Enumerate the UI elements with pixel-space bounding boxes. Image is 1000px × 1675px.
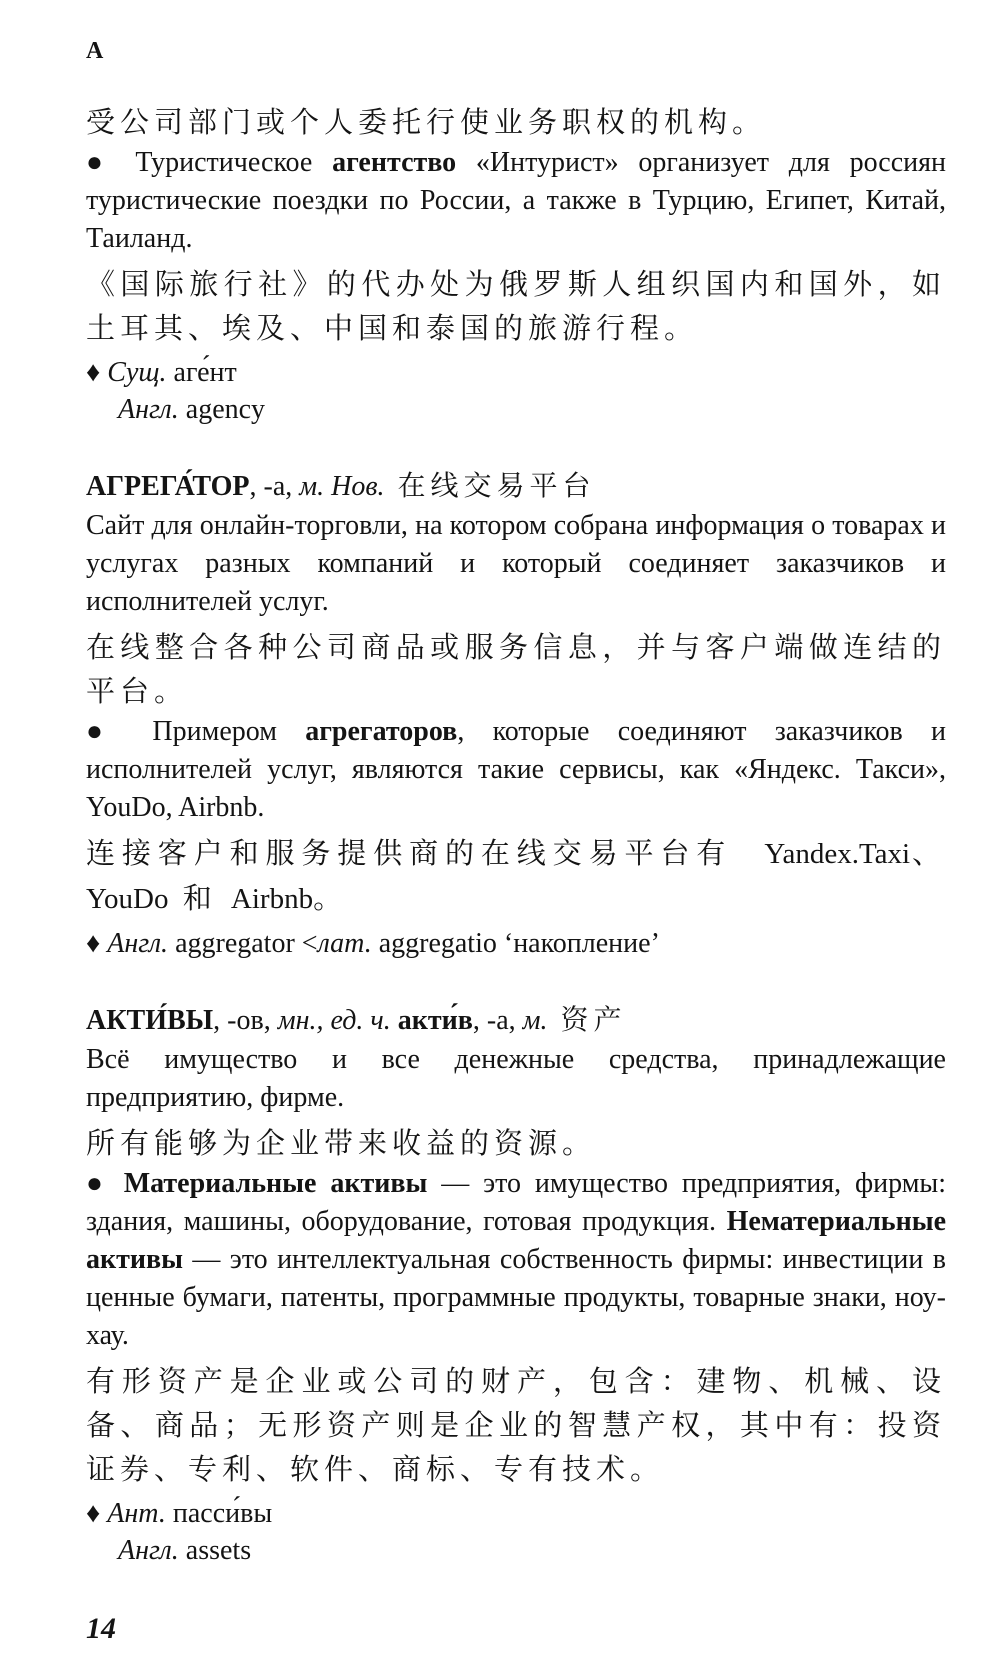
entry-headline: АГРЕГА́ТОР, -а, м. Нов. 在线交易平台 xyxy=(86,469,596,502)
bullet-icon: ● xyxy=(86,147,116,178)
usage-tag: Нов. xyxy=(331,471,385,502)
example-keyword: агрегаторов xyxy=(305,716,458,747)
example-zh: 有形资产是企业或公司的财产，包含：建物、机械、设备、商品；无形资产则是企业的智慧产权，其中有：投资证券、专利、软件、商标、专有技术。 xyxy=(86,1364,946,1486)
zh-term: 资产 xyxy=(560,1003,627,1036)
section-letter: А xyxy=(86,38,104,64)
example-ru: ● Примером агрегаторов, которые соединяют заказчиков и исполнителей услуг, являются такие сервисы, как «Яндекс. Такси», YouDo, Airbnb. xyxy=(86,716,946,823)
bullet-icon: ● xyxy=(86,716,125,747)
note-line: Англ. agency xyxy=(118,394,266,425)
entry-assets xyxy=(86,1000,946,1569)
definition-ru: Сайт для онлайн-торговли, на котором собрана информация о товарах и услугах разных компаний и который соединяет заказчиков и исполнителей услуг. xyxy=(86,510,946,617)
example-ru: ● Материальные активы — это имущество предприятия, фирмы: здания, машины, оборудование, готовая продукция. Нематериальные активы — это интеллектуальная собственность фирмы: инвестиции в ценные бумаги, патенты, программные продукты, товарные знаки, ноу-хау. xyxy=(86,1168,947,1351)
example-keyword: Материальные активы xyxy=(123,1168,428,1199)
note-line: ♦ Ант. пасси́вы xyxy=(86,1498,273,1529)
example-keyword: Нематериальные активы xyxy=(86,1206,947,1275)
definition-ru: Всё имущество и все денежные средства, принадлежащие предприятию, фирме. xyxy=(86,1044,946,1113)
definition-zh: 所有能够为企业带来收益的资源。 xyxy=(86,1126,597,1160)
bullet-icon: ● xyxy=(86,1168,110,1199)
example-zh: 连接客户和服务提供商的在线交易平台有 Yandex.Taxi、YouDo 和 Airbnb。 xyxy=(86,836,946,915)
headword: АКТИ́ВЫ xyxy=(86,1005,214,1036)
example-keyword: агентство xyxy=(332,147,457,178)
diamond-icon: ♦ xyxy=(86,928,101,959)
note-line: ♦ Сущ. аге́нт xyxy=(86,357,237,388)
note-line: ♦ Англ. aggregator <лат. aggregatio ‘накопление’ xyxy=(86,928,660,959)
diamond-icon: ♦ xyxy=(86,1498,101,1529)
entry-continuation xyxy=(86,100,946,428)
definition-zh: 在线整合各种公司商品或服务信息，并与客户端做连结的平台。 xyxy=(86,630,946,708)
entry-headline: АКТИ́ВЫ, -ов, мн., ед. ч. акти́в, -а, м. 资产 xyxy=(86,1003,627,1036)
page-number: 14 xyxy=(86,1612,116,1645)
example-ru: ● Туристическое агентство «Интурист» организует для россиян туристические поездки по России, а также в Турцию, Египет, Китай, Таиланд. xyxy=(86,147,946,254)
entry-aggregator xyxy=(86,466,946,962)
example-zh: 《国际旅行社》的代办处为俄罗斯人组织国内和国外，如土耳其、埃及、中国和泰国的旅游行程。 xyxy=(86,267,946,345)
definition-zh: 受公司部门或个人委托行使业务职权的机构。 xyxy=(86,105,767,139)
zh-term: 在线交易平台 xyxy=(397,469,596,502)
note-line: Англ. assets xyxy=(118,1535,252,1566)
diamond-icon: ♦ xyxy=(86,357,101,388)
headword: АГРЕГА́ТОР xyxy=(86,471,250,502)
dictionary-page xyxy=(86,100,946,1569)
